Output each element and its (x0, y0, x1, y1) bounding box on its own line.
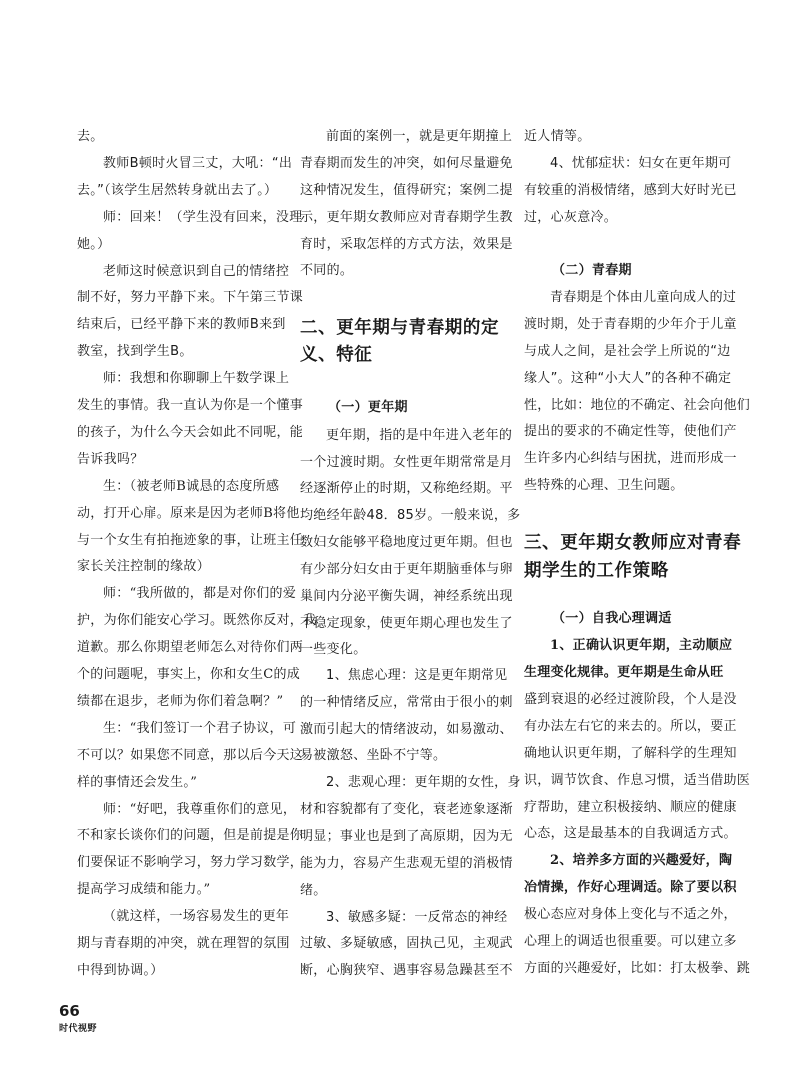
col1-line-20: 道歉。那么你期望老师怎么对待你们两 (77, 640, 304, 656)
col3-line-3: 有较重的消极情绪，感到大好时光已 (524, 183, 737, 198)
col3-line-7: 渡时期，处于青春期的少年介于儿童 (524, 317, 737, 332)
col3-line-10: 性，比如：地位的不确定、社会向他们 (524, 398, 751, 413)
col2-line-10: 更年期，指的是中年进入老年的 (326, 428, 513, 443)
col3-line-16: （一）自我心理调适 (552, 611, 672, 626)
col1-line-22: 绩都在退步，老师为你们着急啊？” (77, 693, 284, 709)
col3-line-9: 缘人”。这种“小大人”的各种不确定 (524, 371, 732, 386)
col2-line-6: 不同的。 (300, 263, 354, 278)
col1-line-32: 中得到协调。） (77, 962, 164, 978)
col3-line-25: 2、培养多方面的兴趣爱好，陶 (550, 853, 733, 868)
col2-line-13: 均绝经年龄48．85岁。一般来说，多 (300, 508, 521, 523)
col3-line-5: （二）青春期 (552, 263, 632, 278)
col3-line-6: 青春期是个体由儿童向成人的过 (550, 290, 737, 305)
col3-line-13: 些特殊的心理、卫生问题。 (524, 478, 684, 493)
col1-line-17: 家长关注控制的缘故） (77, 559, 211, 575)
col2-line-19: 1、焦虑心理：这是更年期常见 (326, 668, 508, 683)
col3-line-15: 期学生的工作策略 (524, 561, 669, 581)
col1-line-26: 师：“好吧，我尊重你们的意见， (103, 801, 297, 817)
col3-line-22: 识，调节饮食、作息习惯，适当借助医 (524, 773, 751, 788)
col2-line-11: 一个过渡时期。女性更年期常常是月 (300, 455, 513, 470)
col1-line-9: 教室，找到学生B。 (77, 344, 193, 360)
col3-line-4: 过，心灰意冷。 (524, 210, 618, 225)
col2-line-9: （一）更年期 (328, 400, 408, 415)
col3-line-26: 冶情操，作好心理调适。除了要以积 (524, 880, 737, 895)
col1-line-19: 护，为你们能安心学习。既然你反对，我 (77, 613, 317, 629)
col2-line-24: 材和容貌都有了变化，衰老迹象逐渐 (300, 802, 513, 817)
col2-line-7: 二、更年期与青春期的定 (300, 318, 500, 338)
col3-line-8: 与成人之间，是社会学上所说的“边 (524, 344, 731, 359)
col1-line-4: 师：回来！（学生没有回来，没理 (103, 209, 303, 225)
col2-line-18: 一些变化。 (300, 642, 367, 657)
col1-line-3: 去。”（该学生居然转身就出去了。） (77, 182, 278, 198)
col2-line-1: 前面的案例一，就是更年期撞上 (326, 129, 513, 144)
col2-line-23: 2、悲观心理：更年期的女性，身 (326, 775, 521, 790)
col2-line-29: 过敏、多疑敏感，固执己见，主观武 (300, 936, 513, 951)
col1-line-15: 动，打开心扉。原来是因为老师B将他 (77, 505, 300, 521)
col1-line-7: 制不好，努力平静下来。下午第三节课 (77, 290, 304, 306)
col1-line-13: 告诉我吗？ (77, 451, 144, 467)
col3-line-12: 生许多内心纠结与困扰，进而形成一 (524, 451, 737, 466)
col2-line-28: 3、敏感多疑：一反常态的神经 (326, 910, 508, 925)
col2-line-20: 的一种情绪反应，常常由于很小的刺 (300, 695, 513, 710)
col3-line-28: 心理上的调适也很重要。可以建立多 (524, 934, 737, 949)
col2-line-5: 育时，采取怎样的方式方法，效果是 (300, 237, 513, 252)
col2-line-22: 易被激怒、坐卧不宁等。 (300, 748, 447, 763)
col3-line-1: 近人情等。 (524, 129, 591, 144)
col3-line-2: 4、忧郁症状：妇女在更年期可 (550, 156, 732, 171)
col1-line-24: 不可以？如果您不同意，那以后今天这 (77, 747, 304, 763)
col2-line-25: 明显；事业也是到了高原期，因为无 (300, 829, 513, 844)
col3-line-14: 三、更年期女教师应对青春 (524, 533, 742, 553)
col1-line-21: 个的问题呢，事实上，你和女生C的成 (77, 667, 301, 682)
col1-line-30: （就这样，一场容易发生的更年 (103, 909, 290, 925)
page-number: 66 (59, 1002, 80, 1020)
col3-line-23: 疗帮助，建立积极接纳、顺应的健康 (524, 800, 737, 815)
col2-line-12: 经逐渐停止的时期，又称绝经期。平 (300, 481, 513, 496)
col1-line-23: 生：“我们签订一个君子协议，可 (103, 720, 297, 736)
col2-line-2: 青春期而发生的冲突，如何尽量避免 (300, 156, 513, 171)
col2-line-30: 断，心胸狭窄、遇事容易急躁甚至不 (300, 963, 513, 978)
col1-line-29: 提高学习成绩和能力。” (77, 882, 211, 898)
col1-line-6: 老师这时候意识到自己的情绪控 (103, 263, 290, 279)
col3-line-27: 极心态应对身体上变化与不适之外， (524, 907, 737, 922)
col1-line-1: 去。 (77, 129, 104, 144)
col3-line-20: 有办法左右它的来去的。所以，要正 (524, 719, 737, 734)
col2-line-8: 义、特征 (300, 345, 373, 365)
col2-line-14: 数妇女能够平稳地度过更年期。但也 (300, 535, 513, 550)
col3-line-29: 方面的兴趣爱好，比如：打太极拳、跳 (524, 961, 751, 976)
col3-line-24: 心态，这是最基本的自我调适方式。 (524, 826, 737, 841)
col1-line-12: 的孩子，为什么今天会如此不同呢，能 (77, 424, 304, 440)
col1-line-2: 教师B顿时火冒三丈，大吼：“出 (103, 155, 293, 171)
col3-line-21: 确地认识更年期，了解科学的生理知 (524, 746, 737, 761)
col2-line-15: 有少部分妇女由于更年期脑垂体与卵 (300, 562, 513, 577)
col2-line-16: 巢间内分泌平衡失调，神经系统出现 (300, 589, 513, 604)
col1-line-16: 与一个女生有拍拖迹象的事，让班主任 (77, 532, 304, 548)
col1-line-8: 结束后，已经平静下来的教师B来到 (77, 317, 286, 333)
col3-line-19: 盛到衰退的必经过渡阶段，个人是没 (524, 692, 737, 707)
magazine-name: 时代视野 (59, 1024, 98, 1034)
col1-line-27: 不和家长谈你们的问题，但是前提是你 (77, 828, 304, 844)
col1-line-28: 们要保证不影响学习，努力学习数学， (77, 855, 304, 871)
col1-line-31: 期与青春期的冲突，就在理智的氛围 (77, 936, 290, 951)
col1-line-18: 师：“我所做的，都是对你们的爱 (103, 586, 297, 602)
col1-line-25: 样的事情还会发生。” (77, 774, 198, 790)
col1-line-11: 发生的事情。我一直认为你是一个懂事 (77, 398, 304, 413)
col3-line-11: 提出的要求的不确定性等，使他们产 (524, 424, 737, 439)
col2-line-4: 示，更年期女教师应对青春期学生教 (300, 210, 513, 225)
col2-line-17: 不稳定现象，使更年期心理也发生了 (300, 616, 513, 631)
col2-line-27: 绪。 (300, 883, 327, 898)
col2-line-3: 这种情况发生，值得研究；案例二提 (300, 183, 513, 198)
col1-line-5: 她。） (77, 236, 111, 252)
col2-line-26: 能为力，容易产生悲观无望的消极情 (300, 856, 513, 871)
col3-line-18: 生理变化规律。更年期是生命从旺 (524, 665, 724, 680)
col2-line-21: 激而引起大的情绪波动，如易激动、 (300, 722, 513, 737)
col1-line-14: 生：（被老师B诚恳的态度所感 (103, 478, 280, 494)
col3-line-17: 1、正确认识更年期，主动顺应 (550, 638, 733, 653)
col1-line-10: 师：我想和你聊聊上午数学课上 (103, 371, 290, 387)
